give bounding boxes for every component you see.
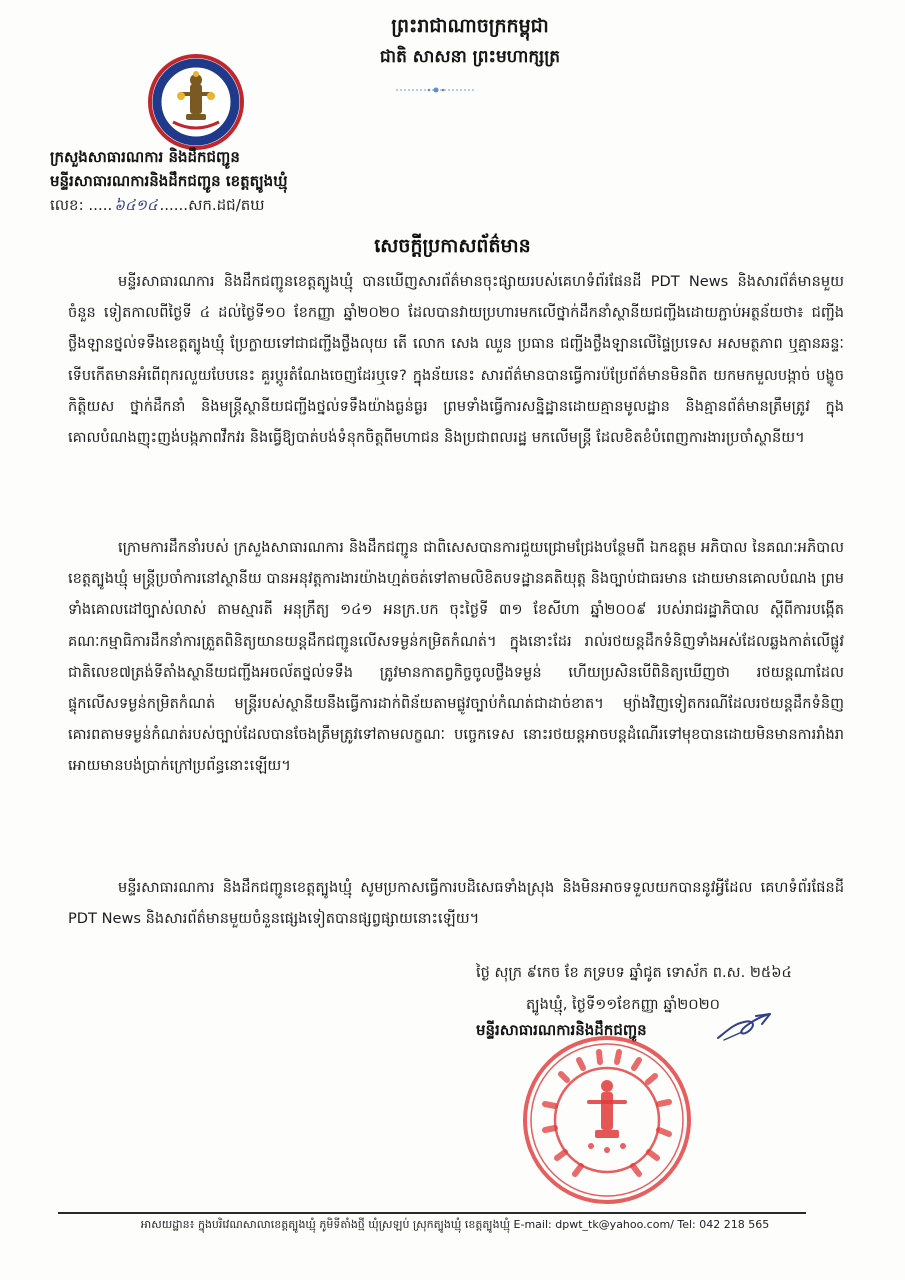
reference-label: លេខ:: [50, 196, 84, 214]
footer-divider: [58, 1212, 806, 1214]
body-paragraph-1: មន្ទីរសាធារណការ និងដឹកជញ្ជូនខេត្តត្បូងឃ្មុំ បានឃើញសារព័ត៌មានចុះផ្សាយរបស់គេហទំព័រផែនដី PDT News និងសារព័ត៌មានមួយចំនួន ទៀតកាលពីថ្ងៃទី ៤ ដល់ថ្ងៃទី១០ ខែកញ្ញា ឆ្នាំ២០២០ ដែលបានវាយប្រហារមកលើថ្នាក់ដឹកនាំស្ថានីយជញ្ជីងដោយភ្ជាប់អត្ថន័យថា៖ ជញ្ជីងថ្លឹងឡានថ្នល់ទទឹងខេត្តត្បូងឃ្មុំ ប្រែក្លាយទៅជាជញ្ជីងថ្លឹងលុយ តើ លោក សេង ឈួន ប្រធាន ជញ្ជីងថ្លឹងឡានលើផ្ទៃប្រទេស អសមត្ថភាព ឬគ្មានឆន្ទៈ ទើបកើតមានអំពើពុករលួយបែបនេះ គួរប្តូរតំណែងចេញដែរឬទេ? ក្នុងន័យនេះ សារព័ត៌មានបានធ្វើការប៉ប្រែព័ត៌មានមិនពិត យកមកមួលបង្កាច់ បង្ខូចកិត្តិយស ថ្នាក់ដឹកនាំ និងមន្ត្រីស្ថានីយជញ្ជីងថ្នល់ទទឹងយ៉ាងធ្ងន់ធ្ងរ ព្រមទាំងធ្វើការសន្និដ្ឋានដោយគ្មានមូលដ្ឋាន និងគ្មានព័ត៌មានត្រឹមត្រូវ ក្នុងគោលបំណងញុះញង់បង្កភាពវឹកវរ និងធ្វើឱ្យបាត់បង់ទំនុកចិត្តពីមហាជន និងប្រជាពលរដ្ឋ មកលើមន្ត្រី ដែលខិតខំបំពេញការងារប្រចាំស្ថានីយ។: [68, 273, 844, 447]
document-title: សេចក្តីប្រកាសព័ត៌មាន: [374, 235, 531, 257]
body-paragraph-3: មន្ទីរសាធារណការ និងដឹកជញ្ជូនខេត្តត្បូងឃ្មុំ សូមប្រកាសធ្វើការបដិសេធទាំងស្រុង និងមិនអាចទទួលយកបាននូវអ្វីដែល គេហទំព័រផែនដី PDT News និងសារព័ត៌មានមួយចំនួនផ្សេងទៀតបានផ្សព្វផ្សាយនោះឡើយ។: [68, 879, 844, 928]
reference-suffix: សក.ដជ/តឃ: [188, 196, 265, 214]
solar-date: ត្បូងឃ្មុំ, ថ្ងៃទី១១ខែកញ្ញា ឆ្នាំ២០២០: [526, 996, 720, 1013]
reference-number: ៦៤១៤: [114, 196, 158, 214]
ministry-logo-icon: [143, 52, 249, 152]
signing-authority: មន្ទីរសាធារណការនិងដឹកជញ្ជូន: [476, 1021, 647, 1039]
lunar-date: ថ្ងៃ សុក្រ ៩កេច ខែ ភទ្របទ ឆ្នាំជូត ទោស័ក ព.ស. ២៥៦៤: [476, 964, 792, 981]
ministry-name: ក្រសួងសាធារណការ និងដឹកជញ្ជូន: [50, 148, 240, 166]
reference-number-line: លេខ: ..... ៦៤១៤ ......សក.ដជ/តឃ: [50, 196, 265, 214]
handwritten-signature-icon: [716, 1010, 772, 1044]
footer-address-contact: អាសយដ្ឋាន៖ ក្នុងបរិវេណសាលាខេត្តត្បូងឃ្មុំ ភូមិទីតាំងថ្មី ឃុំស្រឡប់ ស្រុកត្បូងឃ្មុំ ខេត្តត្បូងឃ្មុំ E-mail: dpwt_tk@yahoo.com/ Tel: 042 218 565: [140, 1218, 770, 1231]
department-name: មន្ទីរសាធារណការនិងដឹកជញ្ជូន ខេត្តត្បូងឃ្មុំ: [50, 172, 288, 190]
ornament-divider-icon: [396, 84, 476, 96]
national-motto: ជាតិ សាសនា ព្រះមហាក្សត្រ: [379, 47, 561, 67]
body-paragraph-2: ក្រោមការដឹកនាំរបស់ ក្រសួងសាធារណការ និងដឹកជញ្ជូន ជាពិសេសបានការជួយជ្រោមជ្រែងបន្ថែមពី ឯកឧត្តម អភិបាល នៃគណៈអភិបាលខេត្តត្បូងឃ្មុំ មន្ត្រីប្រចាំការនៅស្ថានីយ បានអនុវត្តការងារយ៉ាងហ្មត់ចត់ទៅតាមលិខិតបទដ្ឋានគតិយុត្ត និងច្បាប់ជាធរមាន ដោយមានគោលបំណង ព្រមទាំងគោលដៅច្បាស់លាស់ តាមស្មារតី អនុក្រឹត្យ ១៤១ អនក្រ.បក ចុះថ្ងៃទី ៣១ ខែសីហា ឆ្នាំ២០០៩ របស់រាជរដ្ឋាភិបាល ស្តីពីការបង្កើតគណៈកម្មាធិការដឹកនាំការត្រួតពិនិត្យយានយន្តដឹកជញ្ជូនលើសទម្ងន់កម្រិតកំណត់។ ក្នុងនោះដែរ រាល់រថយន្តដឹកទំនិញទាំងអស់ដែលឆ្លងកាត់លើផ្លូវជាតិលេខ៧ត្រង់ទីតាំងស្ថានីយជញ្ជីងអចល័តថ្នល់ទទឹង ត្រូវមានកាតព្វកិច្ចចូលថ្លឹងទម្ងន់ ហើយប្រសិនបើពិនិត្យឃើញថា រថយន្តណាដែលផ្ទុកលើសទម្ងន់កម្រិតកំណត់ មន្ត្រីរបស់ស្ថានីយនឹងធ្វើការដាក់ពិន័យតាមផ្លូវច្បាប់កំណត់ជាដាច់ខាត។ ម្យ៉ាងវិញទៀតករណីដែលរថយន្តដឹកទំនិញគោរពតាមទម្ងន់កំណត់របស់ច្បាប់ដែលបានចែងត្រឹមត្រូវទៅតាមលក្ខណៈ បច្ចេកទេស នោះរថយន្តអាចបន្តដំណើរទៅមុខបានដោយមិនមានការរាំងរាអោយមានបង់ប្រាក់ក្រៅប្រព័ន្ធនោះឡើយ។: [68, 539, 844, 775]
official-red-seal-icon: [521, 1034, 693, 1206]
kingdom-heading: ព្រះរាជាណាចក្រកម្ពុជា: [391, 15, 549, 37]
